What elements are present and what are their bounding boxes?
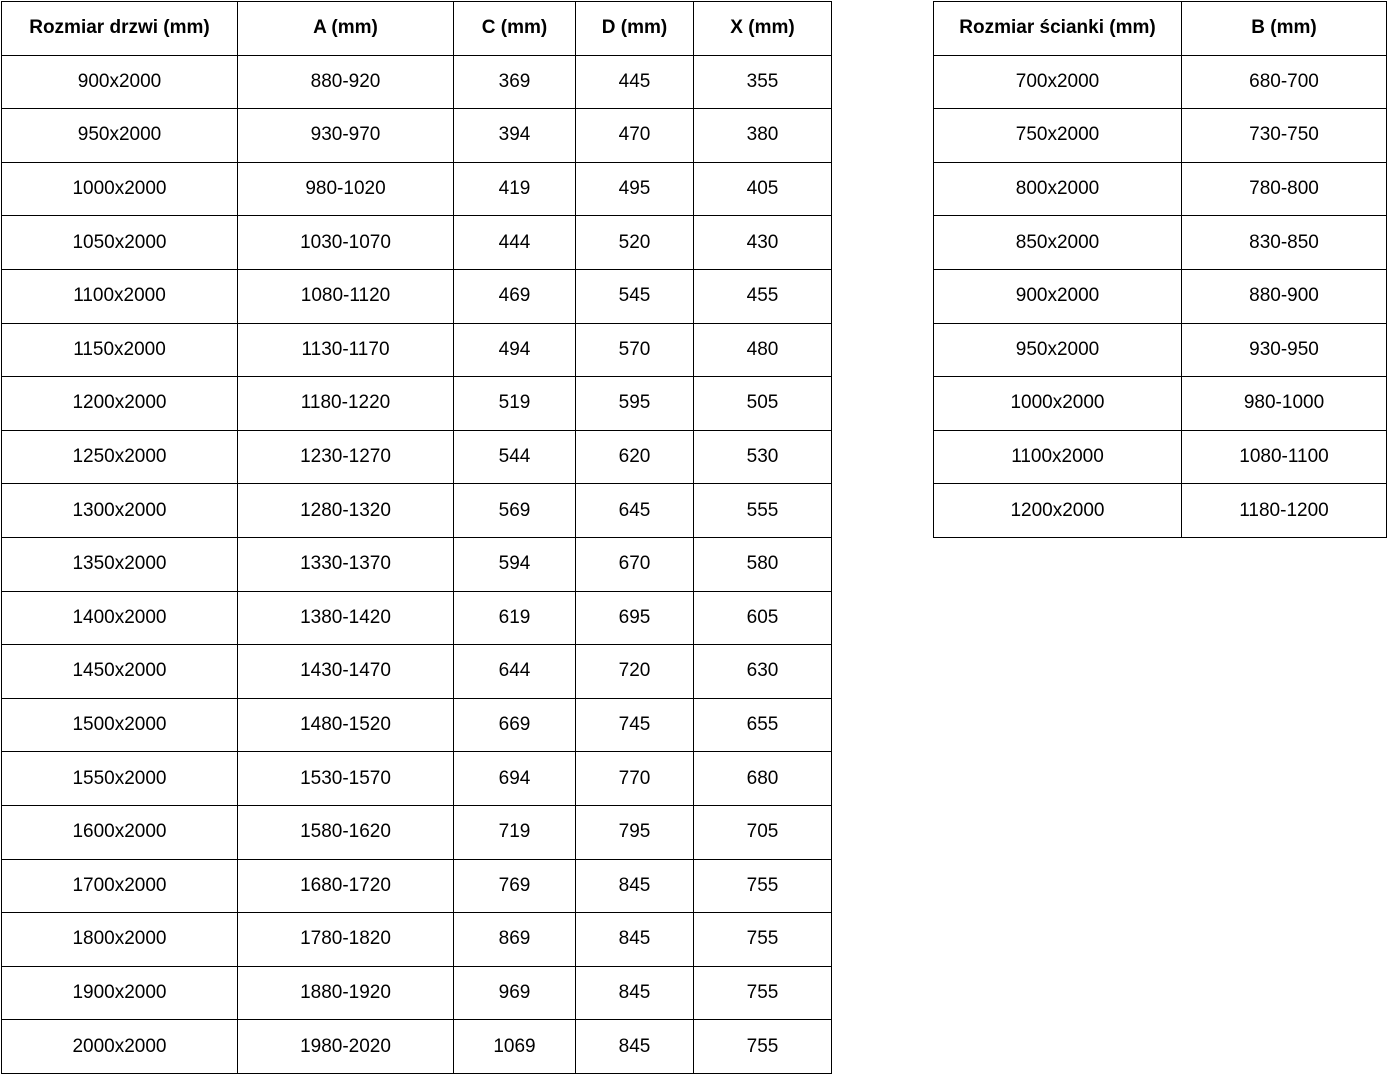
table-cell: 530	[694, 430, 832, 484]
table-cell: 1200x2000	[2, 377, 238, 431]
column-header-d: D (mm)	[576, 2, 694, 56]
table-cell: 580	[694, 537, 832, 591]
table-cell: 669	[454, 698, 576, 752]
table-cell: 594	[454, 537, 576, 591]
table-row	[2, 109, 832, 163]
table-cell: 755	[694, 913, 832, 967]
table-cell: 1100x2000	[934, 430, 1182, 484]
table-cell: 755	[694, 1020, 832, 1074]
table-row	[934, 430, 1387, 484]
table-cell: 1880-1920	[238, 966, 454, 1020]
table-cell: 1380-1420	[238, 591, 454, 645]
table-cell: 519	[454, 377, 576, 431]
table-cell: 419	[454, 162, 576, 216]
table-row	[2, 966, 832, 1020]
table-cell: 680-700	[1182, 55, 1387, 109]
table-row	[934, 377, 1387, 431]
table-cell: 950x2000	[2, 109, 238, 163]
table-cell: 1400x2000	[2, 591, 238, 645]
table-cell: 770	[576, 752, 694, 806]
table-row	[934, 109, 1387, 163]
table-row	[2, 805, 832, 859]
table-cell: 1350x2000	[2, 537, 238, 591]
table-row	[2, 484, 832, 538]
wall-size-table	[933, 1, 1387, 538]
table-cell: 1450x2000	[2, 645, 238, 699]
table-row	[2, 55, 832, 109]
table-cell: 769	[454, 859, 576, 913]
table-cell: 850x2000	[934, 216, 1182, 270]
table-cell: 730-750	[1182, 109, 1387, 163]
table-row	[934, 269, 1387, 323]
table-cell: 670	[576, 537, 694, 591]
table-cell: 595	[576, 377, 694, 431]
table-cell: 1230-1270	[238, 430, 454, 484]
table-cell: 1200x2000	[934, 484, 1182, 538]
table-cell: 455	[694, 269, 832, 323]
table-row	[934, 484, 1387, 538]
table-cell: 1700x2000	[2, 859, 238, 913]
table-row	[2, 645, 832, 699]
table-cell: 1280-1320	[238, 484, 454, 538]
table-cell: 800x2000	[934, 162, 1182, 216]
table-cell: 845	[576, 913, 694, 967]
table-cell: 1300x2000	[2, 484, 238, 538]
table-cell: 1150x2000	[2, 323, 238, 377]
table-cell: 869	[454, 913, 576, 967]
column-header-c: C (mm)	[454, 2, 576, 56]
table-row	[2, 269, 832, 323]
table-row	[2, 859, 832, 913]
table-cell: 1330-1370	[238, 537, 454, 591]
table-row	[2, 377, 832, 431]
table-cell: 394	[454, 109, 576, 163]
table-cell: 2000x2000	[2, 1020, 238, 1074]
table-cell: 755	[694, 966, 832, 1020]
table-cell: 355	[694, 55, 832, 109]
table-cell: 745	[576, 698, 694, 752]
table-cell: 755	[694, 859, 832, 913]
table-cell: 1600x2000	[2, 805, 238, 859]
table-cell: 980-1020	[238, 162, 454, 216]
table-row	[934, 323, 1387, 377]
column-header-b: B (mm)	[1182, 2, 1387, 56]
table-cell: 505	[694, 377, 832, 431]
table-cell: 1180-1200	[1182, 484, 1387, 538]
table-cell: 630	[694, 645, 832, 699]
table-cell: 900x2000	[934, 269, 1182, 323]
table-row	[2, 537, 832, 591]
column-header-wall-size: Rozmiar ścianki (mm)	[934, 2, 1182, 56]
table-cell: 880-920	[238, 55, 454, 109]
table-row	[934, 55, 1387, 109]
table-cell: 969	[454, 966, 576, 1020]
table-cell: 1000x2000	[2, 162, 238, 216]
table-cell: 845	[576, 859, 694, 913]
table-row	[2, 323, 832, 377]
table-cell: 495	[576, 162, 694, 216]
column-header-x: X (mm)	[694, 2, 832, 56]
table-cell: 880-900	[1182, 269, 1387, 323]
table-cell: 1900x2000	[2, 966, 238, 1020]
table-cell: 1800x2000	[2, 913, 238, 967]
table-header-row	[934, 2, 1387, 56]
table-row	[2, 1020, 832, 1074]
table-row	[934, 162, 1387, 216]
table-row	[2, 698, 832, 752]
table-cell: 1000x2000	[934, 377, 1182, 431]
table-cell: 795	[576, 805, 694, 859]
table-cell: 555	[694, 484, 832, 538]
table-cell: 1500x2000	[2, 698, 238, 752]
table-cell: 619	[454, 591, 576, 645]
table-cell: 1180-1220	[238, 377, 454, 431]
table-cell: 469	[454, 269, 576, 323]
table-cell: 750x2000	[934, 109, 1182, 163]
table-cell: 1580-1620	[238, 805, 454, 859]
table-cell: 1080-1100	[1182, 430, 1387, 484]
table-cell: 405	[694, 162, 832, 216]
table-header-row	[2, 2, 832, 56]
table-cell: 545	[576, 269, 694, 323]
table-cell: 695	[576, 591, 694, 645]
table-cell: 1050x2000	[2, 216, 238, 270]
table-row	[2, 913, 832, 967]
table-cell: 1980-2020	[238, 1020, 454, 1074]
table-cell: 1100x2000	[2, 269, 238, 323]
table-cell: 1250x2000	[2, 430, 238, 484]
table-cell: 430	[694, 216, 832, 270]
column-header-a: A (mm)	[238, 2, 454, 56]
table-row	[2, 430, 832, 484]
table-cell: 1680-1720	[238, 859, 454, 913]
table-cell: 1030-1070	[238, 216, 454, 270]
table-cell: 780-800	[1182, 162, 1387, 216]
table-cell: 494	[454, 323, 576, 377]
table-cell: 380	[694, 109, 832, 163]
table-cell: 680	[694, 752, 832, 806]
table-cell: 1780-1820	[238, 913, 454, 967]
table-cell: 445	[576, 55, 694, 109]
table-cell: 719	[454, 805, 576, 859]
table-cell: 605	[694, 591, 832, 645]
table-cell: 700x2000	[934, 55, 1182, 109]
table-cell: 694	[454, 752, 576, 806]
table-cell: 950x2000	[934, 323, 1182, 377]
table-cell: 569	[454, 484, 576, 538]
table-cell: 1550x2000	[2, 752, 238, 806]
table-cell: 705	[694, 805, 832, 859]
table-cell: 1080-1120	[238, 269, 454, 323]
table-cell: 470	[576, 109, 694, 163]
table-cell: 480	[694, 323, 832, 377]
table-cell: 544	[454, 430, 576, 484]
table-cell: 1430-1470	[238, 645, 454, 699]
table-row	[2, 752, 832, 806]
table-cell: 645	[576, 484, 694, 538]
table-cell: 1530-1570	[238, 752, 454, 806]
table-row	[2, 162, 832, 216]
table-row	[934, 216, 1387, 270]
table-cell: 720	[576, 645, 694, 699]
table-cell: 1130-1170	[238, 323, 454, 377]
table-row	[2, 216, 832, 270]
table-cell: 655	[694, 698, 832, 752]
table-cell: 830-850	[1182, 216, 1387, 270]
table-cell: 520	[576, 216, 694, 270]
table-cell: 570	[576, 323, 694, 377]
table-cell: 845	[576, 966, 694, 1020]
door-size-table	[1, 1, 832, 1074]
table-cell: 900x2000	[2, 55, 238, 109]
table-cell: 444	[454, 216, 576, 270]
table-cell: 1480-1520	[238, 698, 454, 752]
table-cell: 930-970	[238, 109, 454, 163]
table-cell: 930-950	[1182, 323, 1387, 377]
column-header-door-size: Rozmiar drzwi (mm)	[2, 2, 238, 56]
table-cell: 845	[576, 1020, 694, 1074]
table-row	[2, 591, 832, 645]
table-cell: 620	[576, 430, 694, 484]
table-cell: 644	[454, 645, 576, 699]
table-cell: 369	[454, 55, 576, 109]
table-cell: 980-1000	[1182, 377, 1387, 431]
table-cell: 1069	[454, 1020, 576, 1074]
